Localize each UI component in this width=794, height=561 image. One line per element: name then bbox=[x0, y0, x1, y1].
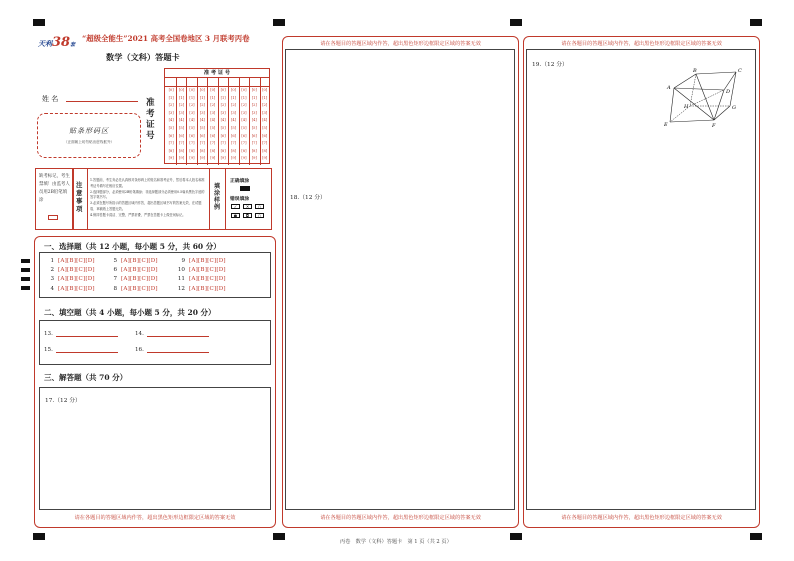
warning-middle-bottom: 请在各题目的答题区域内作答，超出黑色矩形边框限定区域的答案无效 bbox=[320, 515, 481, 521]
option-bubbles[interactable]: [A][B][C][D] bbox=[189, 267, 226, 274]
digit-bubble[interactable]: [9] bbox=[251, 156, 257, 161]
digit-bubble[interactable]: [1] bbox=[220, 95, 226, 100]
digit-bubble[interactable]: [7] bbox=[210, 141, 216, 146]
registration-mark-bottom-mid2 bbox=[510, 533, 522, 540]
subject-title: 数学（文科）答题卡 bbox=[106, 52, 180, 62]
note-item: 3.必须在题号所指示的答题区域内作答，超出答题区域书写的答案无效，在试题卷、草稿纸上答题无效。 bbox=[90, 201, 202, 211]
digit-bubble[interactable]: [8] bbox=[189, 148, 195, 153]
digit-bubble[interactable]: [5] bbox=[210, 126, 216, 130]
digit-bubble[interactable]: [6] bbox=[220, 133, 226, 138]
note-item: 1.答题前，考生务必先认真核对条形码上的姓名和准考证号，然后将本人姓名和准考证号填写在相应位置。 bbox=[90, 178, 205, 188]
choice-question-4[interactable] bbox=[45, 286, 95, 292]
blank-15[interactable]: 15. bbox=[44, 347, 118, 353]
question-number: 6 bbox=[113, 267, 117, 274]
digit-bubble[interactable]: [3] bbox=[210, 110, 216, 115]
digit-bubble[interactable]: [1] bbox=[168, 95, 174, 100]
missing-exam-text: 缺考标记，考生禁填！由监考人员用2B铅笔填涂 bbox=[39, 174, 70, 203]
ticket-number-grid bbox=[164, 68, 270, 164]
digit-bubble[interactable]: [6] bbox=[251, 133, 257, 138]
digit-bubble[interactable]: [2] bbox=[168, 103, 174, 108]
barcode-area bbox=[37, 113, 141, 158]
digit-bubble[interactable]: [4] bbox=[189, 118, 195, 123]
digit-bubble[interactable]: [9] bbox=[179, 156, 185, 161]
registration-mark-top-right bbox=[750, 19, 762, 26]
question-number: 11 bbox=[177, 276, 185, 283]
digit-bubble[interactable]: [1] bbox=[199, 95, 205, 100]
digit-bubble[interactable]: [9] bbox=[199, 156, 205, 161]
notes-title: 注意事项 bbox=[76, 181, 83, 213]
notes-box bbox=[73, 168, 272, 230]
q19-geometry-figure bbox=[664, 66, 750, 128]
digit-bubble[interactable]: [1] bbox=[262, 95, 268, 100]
digit-bubble[interactable]: [7] bbox=[179, 141, 185, 146]
page-footer: 丙卷 数学（文科）答题卡 第 1 页（共 2 页） bbox=[340, 539, 452, 545]
digit-bubble[interactable]: [2] bbox=[179, 103, 185, 108]
q17-answer-area[interactable] bbox=[39, 387, 271, 510]
digit-bubble[interactable]: [3] bbox=[189, 110, 195, 115]
digit-bubble[interactable]: [7] bbox=[220, 141, 226, 146]
digit-bubble[interactable]: [6] bbox=[241, 133, 247, 138]
q17-label: 17.（12 分） bbox=[45, 398, 81, 404]
question-number: 1 bbox=[50, 258, 54, 264]
question-number: 5 bbox=[113, 258, 117, 264]
option-bubbles[interactable]: [A][B][C][D] bbox=[189, 258, 226, 264]
digit-bubble[interactable]: [5] bbox=[241, 126, 247, 130]
option-bubbles[interactable]: [A][B][C][D] bbox=[189, 276, 226, 283]
digit-bubble[interactable]: [4] bbox=[230, 118, 237, 123]
digit-row[interactable] bbox=[166, 126, 270, 130]
digit-bubble[interactable]: [3] bbox=[262, 110, 268, 115]
fig-label-E: E bbox=[664, 122, 668, 128]
choice-question-11[interactable] bbox=[176, 276, 226, 282]
section3-title: 三、解答题（共 70 分） bbox=[44, 373, 128, 382]
digit-bubble[interactable]: [9] bbox=[210, 156, 216, 161]
digit-bubble[interactable]: [8] bbox=[220, 148, 226, 153]
question-number: 7 bbox=[113, 276, 117, 283]
digit-bubble[interactable]: [7] bbox=[189, 141, 195, 146]
choice-question-10[interactable] bbox=[176, 267, 226, 273]
choice-question-2[interactable] bbox=[45, 267, 95, 273]
correct-fill-label: 正确填涂 bbox=[230, 178, 250, 184]
digit-bubble[interactable]: [4] bbox=[210, 118, 216, 123]
choice-question-8[interactable] bbox=[108, 286, 158, 292]
digit-bubble[interactable]: [0] bbox=[168, 88, 174, 92]
digit-bubble[interactable]: [5] bbox=[199, 126, 205, 130]
digit-row[interactable] bbox=[166, 149, 270, 153]
ticket-grid-title: 准 考 证 号 bbox=[165, 69, 269, 78]
question-number: 2 bbox=[50, 267, 54, 274]
digit-bubble[interactable]: [0] bbox=[189, 88, 195, 92]
registration-mark-top-mid2 bbox=[510, 19, 522, 26]
digit-bubble[interactable]: [0] bbox=[251, 88, 257, 92]
name-label: 姓 名 bbox=[42, 95, 59, 103]
q18-answer-area[interactable] bbox=[285, 49, 515, 510]
note-item: 2.选择题部分，必须使用2B铅笔填涂；非选择题部分必须使用0.5毫米黑色字迹的签字笔书写。 bbox=[90, 189, 205, 200]
digit-bubble[interactable]: [2] bbox=[210, 103, 216, 108]
option-bubbles[interactable]: [A][B][C][D] bbox=[58, 267, 95, 274]
digit-row[interactable] bbox=[166, 103, 270, 107]
digit-bubble[interactable]: [0] bbox=[230, 88, 237, 92]
digit-row[interactable] bbox=[166, 88, 270, 92]
digit-bubble[interactable]: [5] bbox=[220, 126, 226, 130]
digit-bubble[interactable]: [8] bbox=[179, 148, 185, 153]
digit-bubble[interactable]: [1] bbox=[189, 95, 195, 100]
choice-question-5[interactable] bbox=[108, 258, 158, 264]
digit-bubble[interactable]: [2] bbox=[189, 103, 195, 108]
digit-row[interactable] bbox=[166, 134, 270, 138]
digit-bubble[interactable]: [4] bbox=[179, 118, 185, 123]
digit-bubble[interactable]: [8] bbox=[199, 148, 205, 153]
digit-bubble[interactable]: [6] bbox=[199, 133, 205, 138]
digit-bubble[interactable]: [0] bbox=[179, 88, 185, 92]
q18-label: 18.（12 分） bbox=[290, 195, 326, 201]
digit-bubble[interactable]: [7] bbox=[230, 141, 237, 146]
digit-bubble[interactable]: [1] bbox=[179, 95, 185, 100]
digit-bubble[interactable]: [9] bbox=[220, 156, 226, 161]
digit-bubble[interactable]: [0] bbox=[220, 88, 226, 92]
fill-box bbox=[39, 320, 271, 365]
digit-bubble[interactable]: [9] bbox=[241, 156, 247, 161]
blank-14[interactable]: 14. bbox=[135, 331, 209, 337]
timing-mark-1 bbox=[21, 259, 30, 263]
digit-bubble[interactable]: [5] bbox=[251, 126, 257, 130]
wrong-fill-samples-2: ● ◘ ○ bbox=[231, 213, 264, 218]
digit-bubble[interactable]: [1] bbox=[241, 95, 247, 100]
registration-mark-bottom-mid1 bbox=[273, 533, 285, 540]
logo-suffix: 套 bbox=[70, 42, 76, 48]
digit-bubble[interactable]: [8] bbox=[251, 148, 257, 153]
missing-exam-bubble[interactable] bbox=[48, 215, 58, 220]
question-number: 10 bbox=[177, 267, 185, 274]
option-bubbles[interactable]: [A][B][C][D] bbox=[121, 258, 158, 264]
warning-right-bottom: 请在各题目的答题区域内作答，超出黑色矩形边框限定区域的答案无效 bbox=[561, 515, 722, 521]
digit-bubble[interactable]: [1] bbox=[251, 95, 257, 100]
digit-row[interactable] bbox=[166, 141, 270, 145]
choice-question-12[interactable] bbox=[176, 286, 226, 292]
digit-bubble[interactable]: [2] bbox=[262, 103, 268, 108]
choice-question-6[interactable] bbox=[108, 267, 158, 273]
digit-bubble[interactable]: [0] bbox=[241, 88, 247, 92]
digit-bubble[interactable]: [2] bbox=[220, 103, 226, 108]
question-number: 12 bbox=[177, 285, 185, 292]
digit-bubble[interactable]: [4] bbox=[199, 118, 205, 123]
note-item: 4.保持答题卡清洁、完整，严禁折叠，严禁在答题卡上做任何标记。 bbox=[90, 212, 186, 217]
digit-bubble[interactable]: [3] bbox=[241, 110, 247, 115]
missing-exam-box bbox=[35, 168, 73, 230]
fill-example-label: 填涂样例 bbox=[214, 183, 221, 211]
digit-bubble[interactable]: [2] bbox=[199, 103, 205, 108]
digit-bubble[interactable]: [4] bbox=[262, 118, 268, 123]
digit-bubble[interactable]: [7] bbox=[168, 141, 174, 146]
question-number: 8 bbox=[113, 285, 117, 292]
digit-bubble[interactable]: [6] bbox=[168, 133, 174, 138]
digit-bubble[interactable]: [2] bbox=[251, 103, 257, 108]
question-number: 9 bbox=[181, 258, 185, 264]
option-bubbles[interactable]: [A][B][C][D] bbox=[121, 267, 158, 274]
fig-label-B: B bbox=[693, 68, 697, 74]
digit-row[interactable] bbox=[166, 96, 270, 100]
fig-label-C: C bbox=[738, 68, 742, 74]
digit-bubble[interactable]: [0] bbox=[262, 88, 268, 92]
fig-label-A: A bbox=[667, 85, 671, 91]
wrong-fill-samples: ✓ ✕ ○ bbox=[231, 204, 264, 209]
fig-label-F: F bbox=[712, 123, 716, 128]
option-bubbles[interactable]: [A][B][C][D] bbox=[58, 276, 95, 283]
option-bubbles[interactable]: [A][B][C][D] bbox=[58, 285, 95, 292]
digit-row[interactable] bbox=[166, 118, 270, 122]
digit-bubble[interactable]: [9] bbox=[189, 156, 195, 161]
digit-bubble[interactable]: [3] bbox=[179, 110, 185, 115]
timing-mark-2 bbox=[21, 268, 30, 272]
fig-label-G: G bbox=[732, 105, 736, 111]
digit-bubble[interactable]: [3] bbox=[220, 110, 226, 115]
digit-bubble[interactable]: [1] bbox=[230, 95, 237, 100]
registration-mark-bottom-left bbox=[33, 533, 45, 540]
digit-bubble[interactable]: [7] bbox=[251, 141, 257, 146]
digit-bubble[interactable]: [8] bbox=[210, 148, 216, 153]
digit-bubble[interactable]: [5] bbox=[262, 126, 268, 130]
digit-bubble[interactable]: [0] bbox=[210, 88, 216, 92]
registration-mark-bottom-right bbox=[750, 533, 762, 540]
name-line[interactable] bbox=[66, 101, 138, 102]
blank-13[interactable]: 13. bbox=[44, 331, 118, 337]
logo-num: 38 bbox=[52, 35, 71, 50]
warning-left-bottom: 请在各题目的答题区域内作答，超出黑色矩形边框限定区域的答案无效 bbox=[74, 515, 236, 521]
registration-mark-top-left bbox=[33, 19, 45, 26]
digit-bubble[interactable]: [9] bbox=[230, 156, 237, 161]
digit-bubble[interactable]: [6] bbox=[189, 133, 195, 138]
digit-bubble[interactable]: [5] bbox=[189, 126, 195, 130]
digit-bubble[interactable]: [6] bbox=[179, 133, 185, 138]
wrong-fill-label: 错误填涂 bbox=[230, 196, 250, 202]
digit-bubble[interactable]: [0] bbox=[199, 88, 205, 92]
digit-bubble[interactable]: [7] bbox=[199, 141, 205, 146]
digit-row[interactable] bbox=[166, 111, 270, 115]
exam-title: “超级全能生”2021 高考全国卷地区 3 月联考丙卷 bbox=[82, 34, 250, 43]
warning-right-top: 请在各题目的答题区域内作答，超出黑色矩形边框限定区域的答案无效 bbox=[561, 41, 722, 47]
digit-bubble[interactable]: [6] bbox=[210, 133, 216, 138]
fig-label-H: H bbox=[684, 104, 689, 110]
timing-mark-4 bbox=[21, 286, 30, 290]
digit-bubble[interactable]: [8] bbox=[241, 148, 247, 153]
blank-16[interactable]: 16. bbox=[135, 347, 209, 353]
digit-bubble[interactable]: [2] bbox=[241, 103, 247, 108]
choice-question-3[interactable] bbox=[45, 276, 95, 282]
digit-bubble[interactable]: [5] bbox=[230, 126, 237, 130]
digit-bubble[interactable]: [8] bbox=[262, 148, 268, 153]
timing-mark-3 bbox=[21, 277, 30, 281]
digit-bubble[interactable]: [8] bbox=[230, 148, 237, 153]
digit-bubble[interactable]: [4] bbox=[251, 118, 257, 123]
digit-bubble[interactable]: [5] bbox=[168, 126, 174, 130]
fig-label-D: D bbox=[726, 89, 731, 95]
digit-bubble[interactable]: [6] bbox=[262, 133, 268, 138]
question-number: 4 bbox=[50, 285, 54, 292]
section2-title: 二、填空题（共 4 小题，每小题 5 分，共 20 分） bbox=[44, 308, 216, 317]
question-number: 3 bbox=[50, 276, 54, 283]
digit-bubble[interactable]: [3] bbox=[251, 110, 257, 115]
digit-bubble[interactable]: [3] bbox=[168, 110, 174, 115]
logo bbox=[38, 31, 78, 50]
choice-question-7[interactable] bbox=[108, 276, 158, 282]
option-bubbles[interactable]: [A][B][C][D] bbox=[121, 276, 158, 283]
digit-bubble[interactable]: [9] bbox=[262, 156, 268, 161]
registration-mark-top-mid1 bbox=[273, 19, 285, 26]
digit-bubble[interactable]: [1] bbox=[210, 95, 216, 100]
option-bubbles[interactable]: [A][B][C][D] bbox=[58, 258, 95, 264]
choice-question-9[interactable] bbox=[176, 258, 226, 264]
zkzh-vertical-label: 准考证号 bbox=[146, 98, 155, 141]
q19-label: 19.（12 分） bbox=[532, 62, 568, 68]
digit-bubble[interactable]: [4] bbox=[241, 118, 247, 123]
digit-bubble[interactable]: [3] bbox=[230, 110, 237, 115]
digit-bubble[interactable]: [6] bbox=[230, 133, 237, 138]
digit-bubble[interactable]: [2] bbox=[230, 103, 237, 108]
barcode-title: 贴条形码区 bbox=[69, 127, 109, 135]
digit-bubble[interactable]: [4] bbox=[168, 118, 174, 123]
digit-bubble[interactable]: [7] bbox=[262, 141, 268, 146]
section1-title: 一、选择题（共 12 小题，每小题 5 分，共 60 分） bbox=[44, 242, 221, 251]
logo-main: 天利 bbox=[38, 39, 52, 48]
correct-fill-sample bbox=[240, 186, 250, 191]
choice-question-1[interactable] bbox=[45, 258, 95, 264]
digit-bubble[interactable]: [9] bbox=[168, 156, 174, 161]
digit-bubble[interactable]: [4] bbox=[220, 118, 226, 123]
barcode-note: （正面朝上切勿贴出虚线框外） bbox=[63, 140, 115, 144]
digit-bubble[interactable]: [3] bbox=[199, 110, 205, 115]
warning-middle-top: 请在各题目的答题区域内作答，超出黑色矩形边框限定区域的答案无效 bbox=[320, 41, 481, 47]
digit-bubble[interactable]: [7] bbox=[241, 141, 247, 146]
digit-bubble[interactable]: [8] bbox=[168, 148, 174, 153]
option-bubbles[interactable]: [A][B][C][D] bbox=[189, 285, 226, 292]
digit-bubble[interactable]: [5] bbox=[179, 126, 185, 130]
notes-list bbox=[90, 178, 207, 219]
option-bubbles[interactable]: [A][B][C][D] bbox=[121, 285, 158, 292]
digit-row[interactable] bbox=[166, 156, 270, 160]
